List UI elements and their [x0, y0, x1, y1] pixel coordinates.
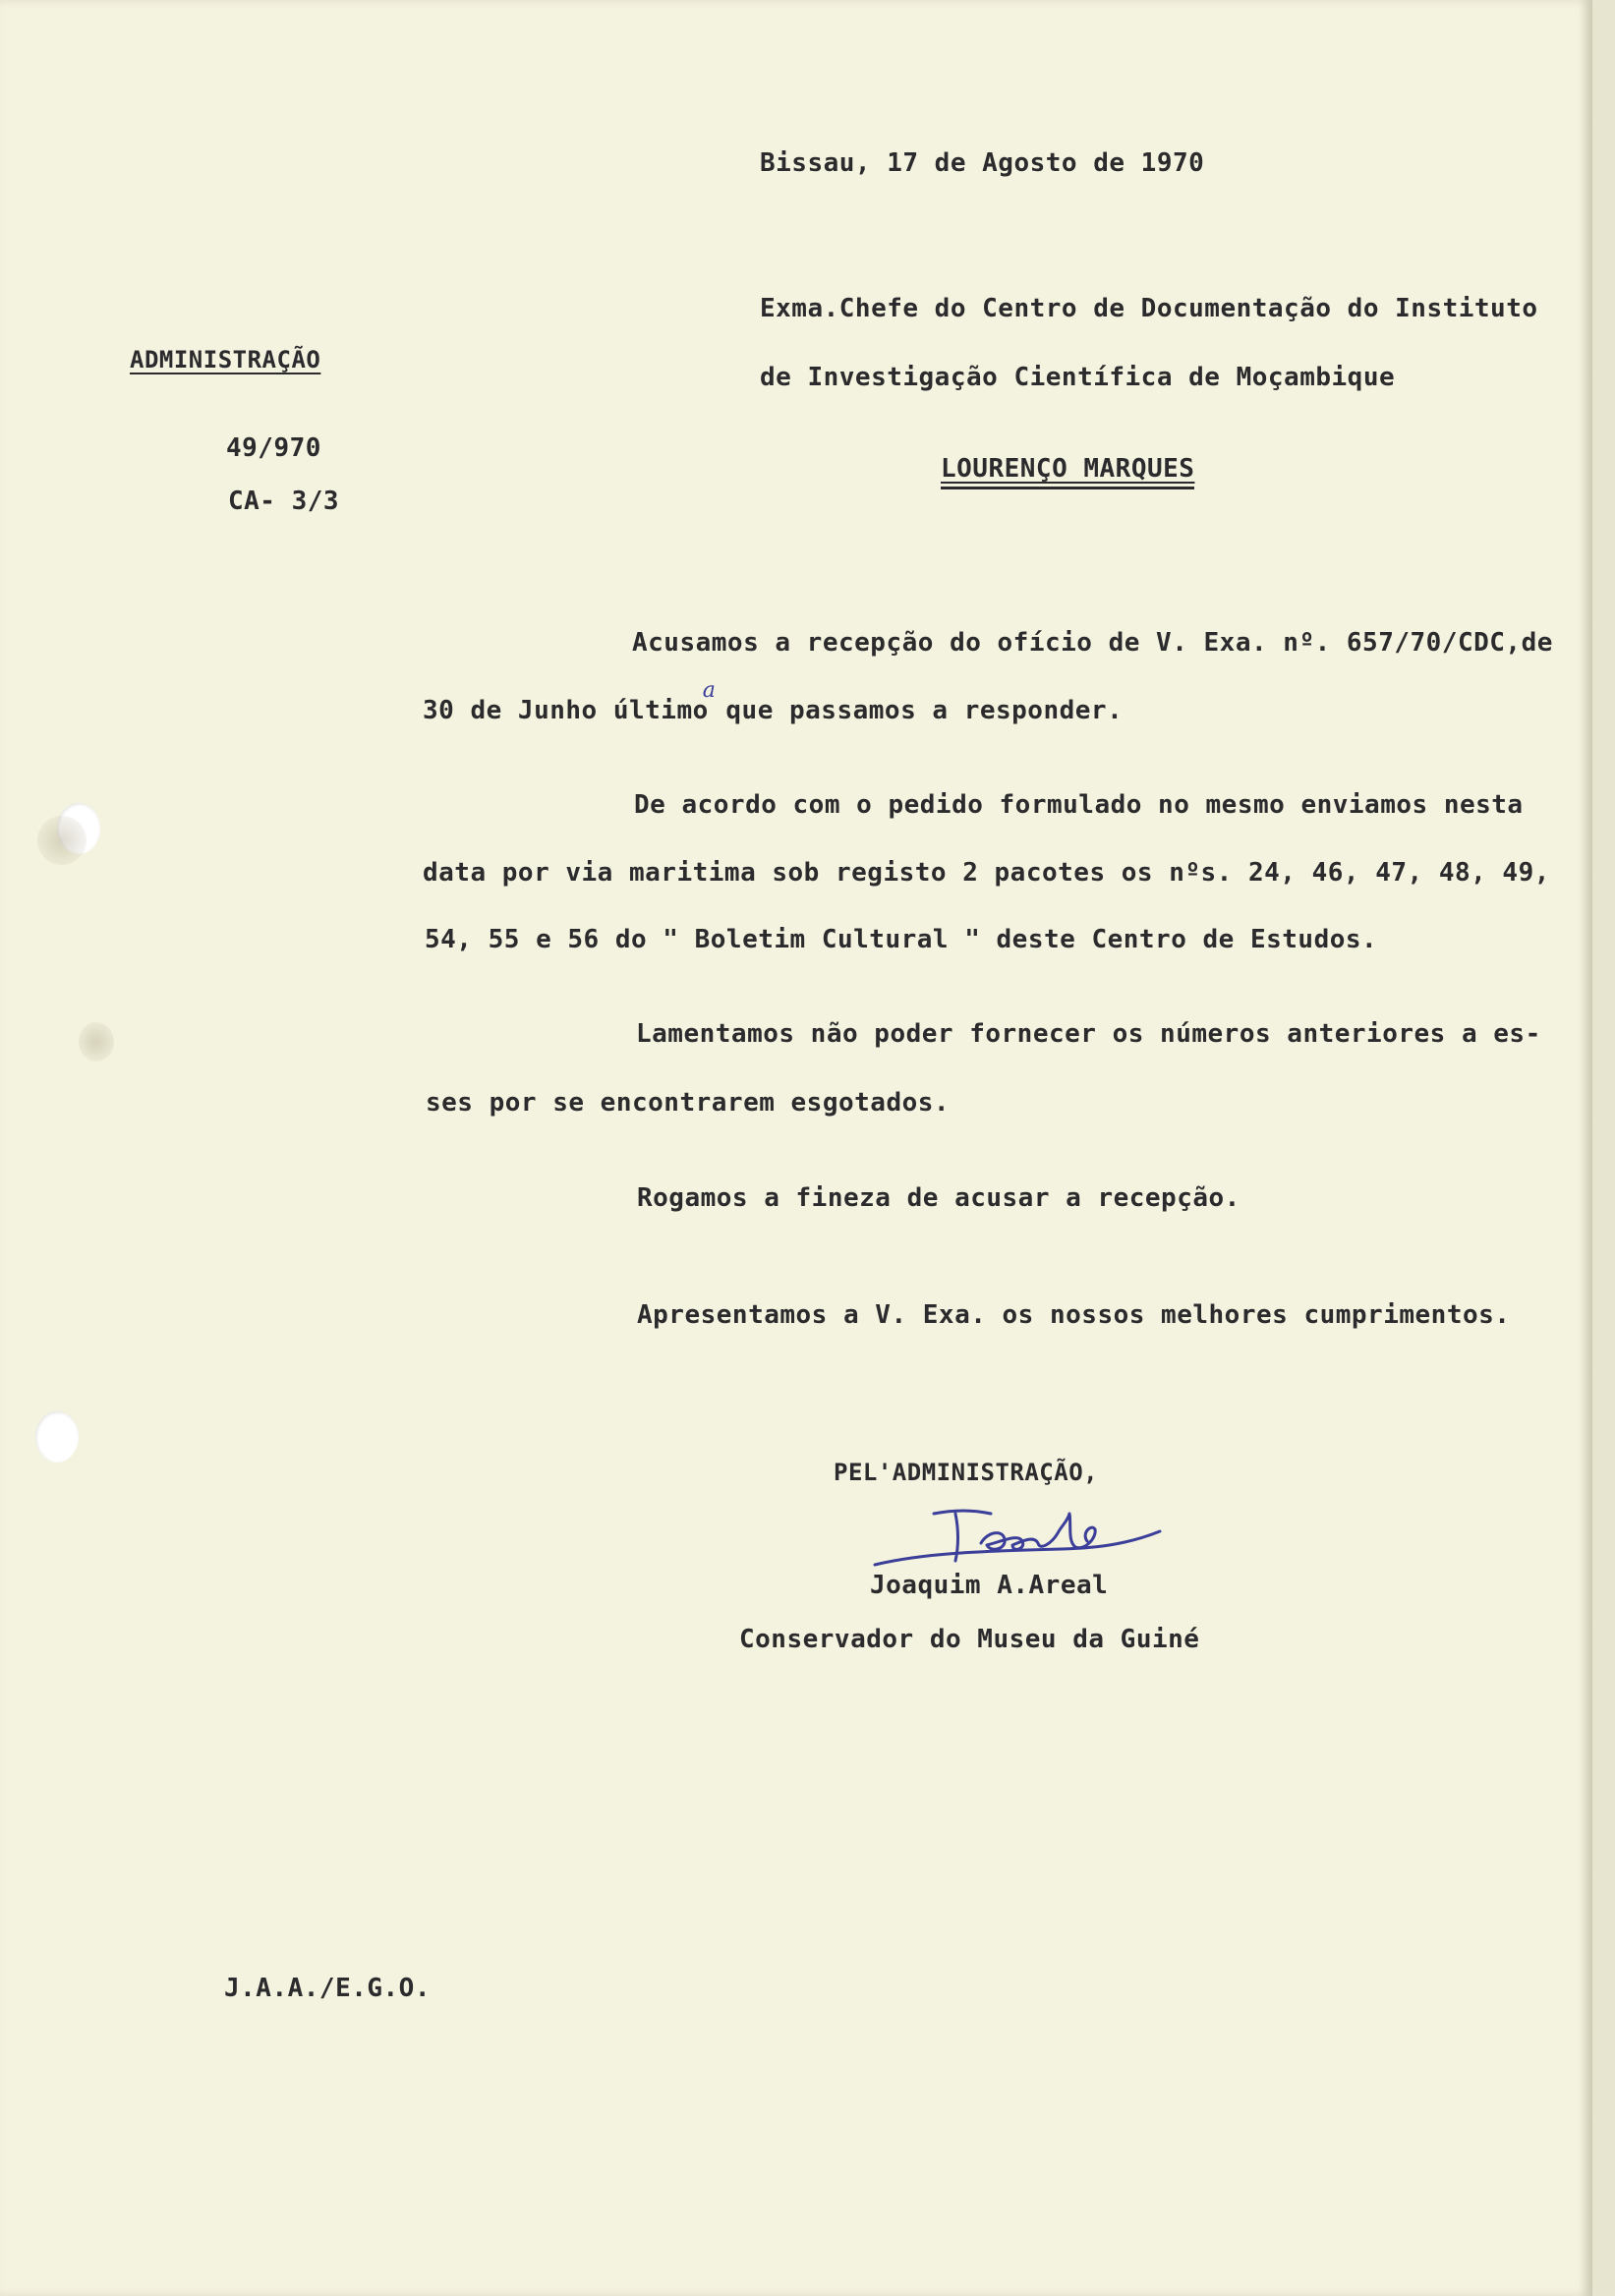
paper-stain [79, 1022, 114, 1062]
signatory-name: Joaquim A.Areal [870, 1571, 1109, 1600]
signature-on-behalf: PEL'ADMINISTRAÇÃO, [834, 1459, 1099, 1486]
department-label: ADMINISTRAÇÃO [130, 346, 321, 373]
paper-stain [37, 816, 87, 865]
classification-code: CA- 3/3 [228, 487, 340, 516]
paragraph-4: Rogamos a fineza de acusar a recepção. [637, 1183, 1240, 1213]
paragraph-1-line-2 [423, 678, 1124, 728]
handwritten-correction: a [702, 678, 717, 703]
paragraph-2-line-2: data por via maritima sob registo 2 pacotes os nºs. 24, 46, 47, 48, 49, [423, 858, 1550, 888]
punch-hole-bottom [35, 1411, 79, 1463]
paragraph-3-line-1: Lamentamos não poder fornecer os números anteriores a es- [636, 1019, 1541, 1049]
paragraph-2-line-3: 54, 55 e 56 do " Boletim Cultural " deste Centro de Estudos. [425, 925, 1378, 954]
reply-continuation-text: que passamos a responder. [725, 696, 1124, 725]
reply-date-text: 30 de Junho último [423, 696, 709, 725]
addressee-line-2: de Investigação Científica de Moçambique [760, 363, 1396, 392]
place-date: Bissau, 17 de Agosto de 1970 [760, 148, 1205, 178]
reference-number: 49/970 [226, 433, 321, 463]
typist-initials: J.A.A./E.G.O. [224, 1974, 431, 2003]
signatory-title: Conservador do Museu da Guiné [739, 1625, 1200, 1654]
addressee-line-1: Exma.Chefe do Centro de Documentação do Instituto [760, 294, 1538, 323]
paragraph-2-line-1: De acordo com o pedido formulado no mesmo enviamos nesta [634, 790, 1524, 820]
paragraph-5: Apresentamos a V. Exa. os nossos melhores cumprimentos. [637, 1300, 1511, 1330]
paragraph-1-line-1: Acusamos a recepção do ofício de V. Exa. nº. 657/70/CDC,de [632, 628, 1553, 658]
addressee-city: LOURENÇO MARQUES [941, 453, 1194, 489]
paragraph-3-line-2: ses por se encontrarem esgotados. [426, 1088, 951, 1118]
